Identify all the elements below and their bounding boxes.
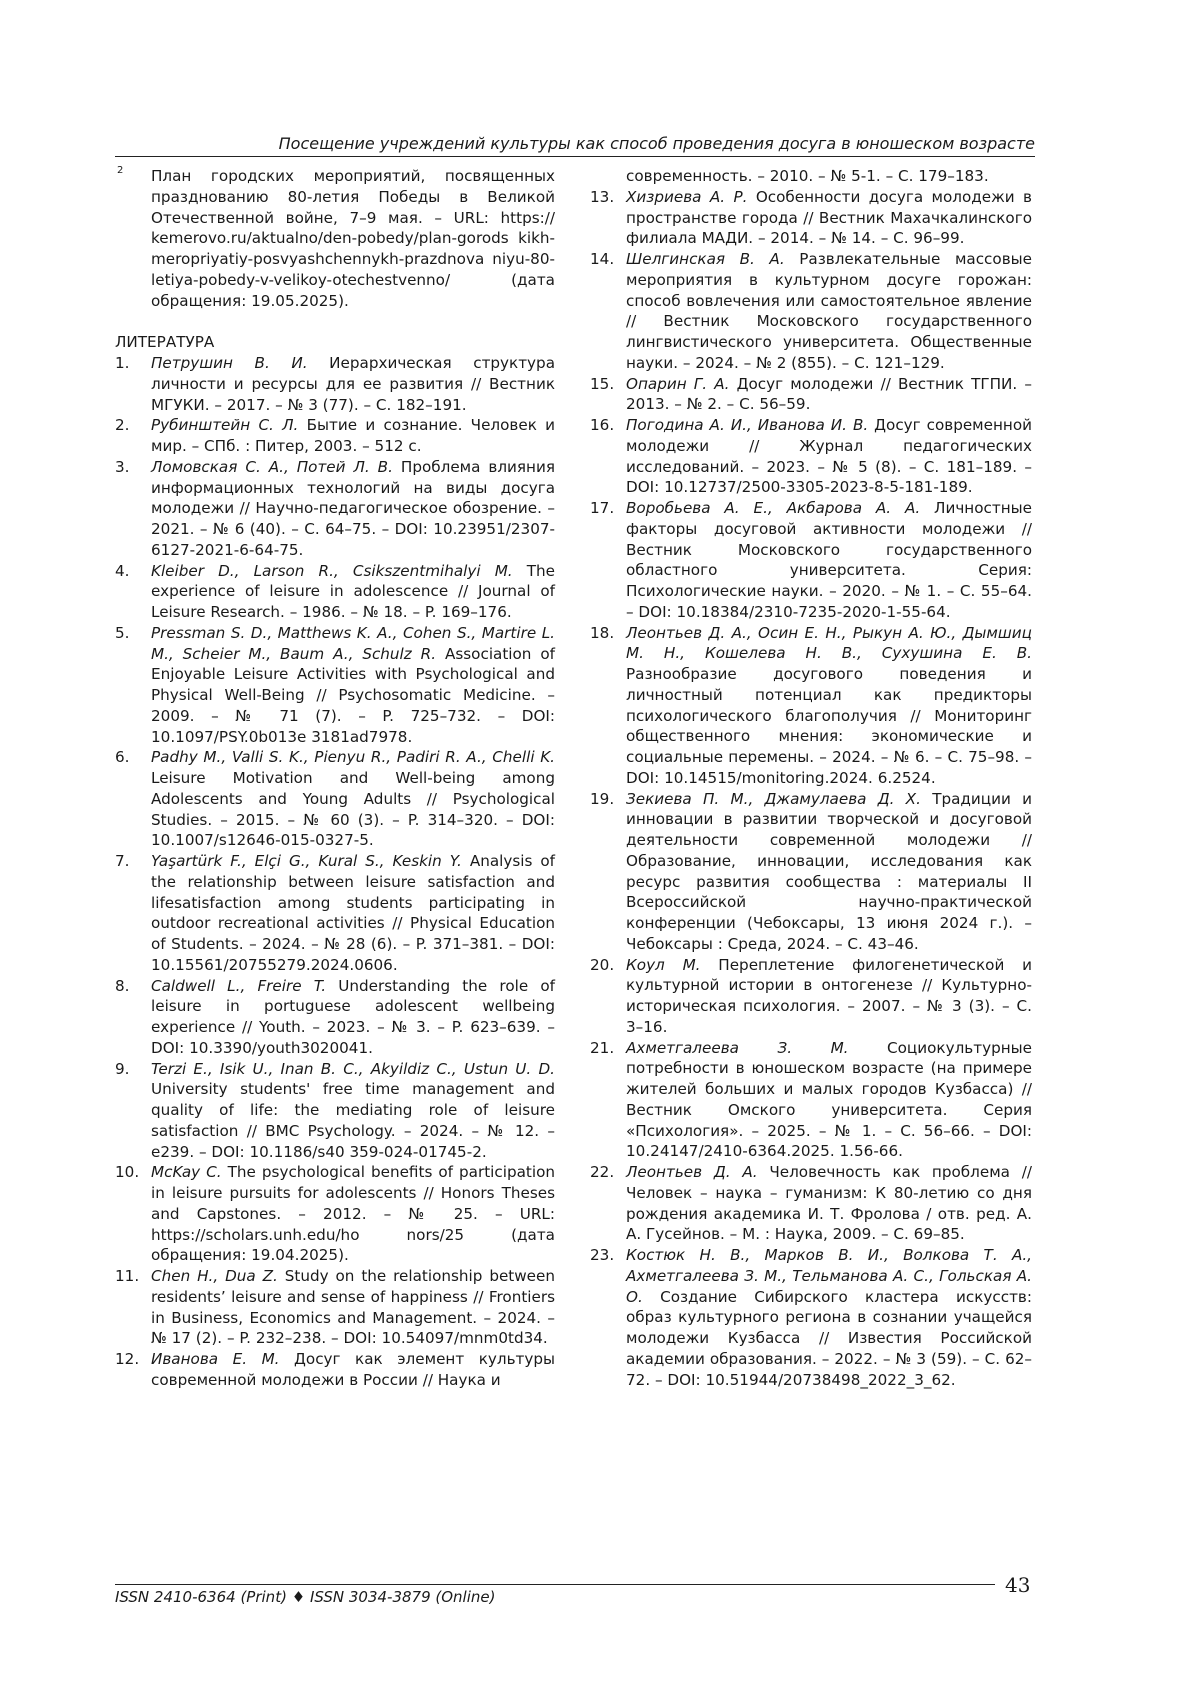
- reference-item: [115, 561, 555, 623]
- page-number: 43: [1005, 1573, 1031, 1597]
- reference-number: 16.: [590, 416, 615, 434]
- right-column: [590, 166, 1032, 1390]
- reference-authors: McKay C.: [151, 1163, 222, 1182]
- reference-text: Association of Enjoyable Leisure Activities with Psychological and Physical Well-Being // Psychosomatic Medicine. – 2009. – № 71 (7). – P. 725–732. – DOI: 10.1097/PSY.0b013e 3181ad7978.: [151, 644, 555, 746]
- reference-item: [115, 1059, 555, 1163]
- reference-authors: Коул М.: [626, 955, 701, 974]
- footnote-mark: 2: [117, 165, 124, 176]
- reference-number: 19.: [590, 789, 615, 808]
- reference-text: Study on the relationship between residents’ leisure and sense of happiness // Frontiers in Business, Economics and Management. – 2024. – № 17 (2). – P. 232–238. – DOI: 10.54097/mnm0td34.: [151, 1267, 555, 1348]
- reference-text: Создание Сибирского кластера искусств: образ культурного региона в сознании учащейся молодежи Кузбасса // Известия Российской академии образования. – 2022. – № 3 (59). – С. 62–72. – DOI: 10.51944/20738498_2022_3_62.: [626, 1287, 1032, 1389]
- reference-item: [115, 747, 555, 851]
- reference-item: [590, 789, 1032, 955]
- reference-authors: Ломовская С. А., Потей Л. В.: [151, 457, 393, 476]
- reference-number: 10.: [115, 1163, 140, 1182]
- reference-authors: Pressman S. D., Matthews K. A., Cohen S., Martire L. M., Scheier M., Baum A., Schulz R.: [151, 623, 555, 663]
- reference-number: 2.: [115, 416, 130, 435]
- reference-item: [115, 623, 555, 748]
- reference-text: The psychological benefits of participation in leisure pursuits for adolescents // Honors Theses and Capstones. – 2012. – № 25. – URL: https://scholars.unh.edu/ho nors/25 (дата обращения: 19.04.2025).: [151, 1163, 555, 1265]
- reference-text: Иерархическая структура личности и ресурсы для ее развития // Вестник МГУКИ. – 2017. – № 3 (77). – С. 182–191.: [151, 354, 555, 414]
- running-header-title: Посещение учреждений культуры как способ проведения досуга в юношеском возрасте: [278, 134, 1035, 153]
- reference-text: Переплетение филогенетической и культурной истории в онтогенезе // Культурно-историческая психология. – 2007. – № 3 (3). – С. 3–16.: [626, 955, 1032, 1036]
- reference-authors: Terzi E., Isik U., Inan B. C., Akyildiz C., Ustun U. D.: [151, 1059, 555, 1078]
- reference-text: Разнообразие досугового поведения и личностный потенциал как предикторы психологического благополучия // Мониторинг общественного мнения: экономические и социальные перемены. – 2024. – № 6. – С. 75–98. – DOI: 10.14515/monitoring.2024. 6.2524.: [626, 665, 1032, 787]
- reference-authors: Шелгинская В. А.: [626, 250, 785, 268]
- reference-number: 22.: [590, 1163, 615, 1181]
- reference-text: Человечность как проблема // Человек – наука – гуманизм: К 80-летию со дня рождения академика И. Т. Фролова / отв. ред. А. А. Гусейнов. – М. : Наука, 2009. – С. 69–85.: [626, 1163, 1032, 1244]
- reference-authors: Петрушин В. И.: [151, 354, 308, 372]
- reference-number: 11.: [115, 1267, 140, 1285]
- reference-number: 12.: [115, 1350, 140, 1368]
- reference-text: Особенности досуга молодежи в пространстве города // Вестник Махачкалинского филиала МАДИ. – 2014. – № 14. – С. 96–99.: [626, 187, 1032, 248]
- diamond-separator-icon: ♦: [291, 1588, 306, 1606]
- issn-online: ISSN 3034-3879 (Online): [309, 1588, 496, 1606]
- reference-item: [115, 1162, 555, 1266]
- reference-authors: Зекиева П. М., Джамулаева Д. Х.: [626, 789, 921, 808]
- reference-text: Leisure Motivation and Well-being among Adolescents and Young Adults // Psychological Studies. – 2015. – № 60 (3). – P. 314–320. – DOI: 10.1007/s12646-015-0327-5.: [151, 769, 555, 850]
- reference-number: 5.: [115, 623, 130, 642]
- reference-text: University students' free time management and quality of life: the mediating role of leisure satisfaction // BMC Psychology. – 2024. – № 12. – e239. – DOI: 10.1186/s40 359-024-01745-2.: [151, 1080, 555, 1161]
- reference-list-left: [115, 353, 555, 1391]
- reference-number: 14.: [590, 250, 615, 268]
- footnote-text: празднованию 80-летия Победы в Великой Отечественной войне, 7–9 мая. – URL: https:// kemerovo.ru/aktualno/den-pobedy/plan-gorods kikh-meropriyatiy-posvyashchennykh-prazdnova niyu-80-letiya-pobedy-v-velikoy-otechestvenno/ (дата обращения: 19.05.2025).: [151, 187, 555, 310]
- reference-number: 6.: [115, 748, 130, 767]
- reference-authors: Ахметгалеева З. М.: [626, 1038, 849, 1057]
- reference-number: 23.: [590, 1246, 615, 1264]
- reference-authors: Chen H., Dua Z.: [151, 1267, 278, 1285]
- reference-item: [590, 623, 1032, 789]
- reference-text: Социокультурные потребности в юношеском возрасте (на примере жителей больших и малых городов Кузбасса) // Вестник Омского университета. Серия «Психология». – 2025. – № 1. – С. 56–66. – DOI: 10.24147/2410-6364.2025. 1.56-66.: [626, 1038, 1032, 1161]
- reference-number: 8.: [115, 976, 130, 995]
- reference-item: [115, 415, 555, 457]
- reference-number: 13.: [590, 187, 615, 206]
- reference-authors: Kleiber D., Larson R., Csikszentmihalyi M.: [151, 561, 513, 580]
- reference-item: [590, 415, 1032, 498]
- reference-authors: Погодина А. И., Иванова И. В.: [626, 416, 869, 434]
- reference-item: [115, 1266, 555, 1349]
- reference-item: [590, 187, 1032, 249]
- reference-authors: Хизриева А. Р.: [626, 187, 748, 206]
- reference-item: [590, 1038, 1032, 1163]
- reference-number: 1.: [115, 354, 130, 372]
- reference-authors: Caldwell L., Freire T.: [151, 976, 327, 995]
- reference-item: [115, 457, 555, 561]
- reference-item: [115, 976, 555, 1059]
- reference-number: 20.: [590, 955, 615, 974]
- footnote-text-line1: План городских мероприятий, посвященных: [151, 167, 555, 185]
- reference-text: Бытие и сознание. Человек и мир. – СПб. : Питер, 2003. – 512 с.: [151, 416, 555, 455]
- reference-authors: Yaşartürk F., Elçi G., Kural S., Keskin Y.: [151, 852, 462, 870]
- reference-number: 18.: [590, 623, 615, 642]
- reference-number: 9.: [115, 1059, 130, 1078]
- reference-continuation: [590, 166, 1032, 187]
- reference-authors: Леонтьев Д. А.: [626, 1163, 758, 1181]
- reference-number: 21.: [590, 1038, 615, 1057]
- reference-number: 7.: [115, 852, 130, 870]
- reference-text: The experience of leisure in adolescence // Journal of Leisure Research. – 1986. – № 18. – P. 169–176.: [151, 561, 556, 621]
- reference-number: 3.: [115, 457, 130, 476]
- reference-text: Развлекательные массовые мероприятия в культурном досуге горожан: способ вовлечения или самостоятельное явление // Вестник Московского государственного лингвистического университета. Общественные науки. – 2024. – № 2 (855). – С. 121–129.: [626, 250, 1032, 372]
- reference-item: [590, 374, 1032, 416]
- footer-issn: [115, 1587, 495, 1607]
- reference-item: [115, 353, 555, 415]
- reference-authors: Рубинштейн С. Л.: [151, 416, 299, 435]
- header-rule: [115, 156, 1035, 157]
- reference-authors: Опарин Г. А.: [626, 374, 730, 393]
- reference-item: [590, 1162, 1032, 1245]
- reference-item: [590, 249, 1032, 374]
- footnote: [115, 166, 555, 311]
- reference-text: Традиции и инновации в развитии творческой и досуговой деятельности современной молодежи // Образование, инновации, исследования как ресурс развития сообщества : материалы II Всероссийской научно-практической конференции (Чебоксары, 13 июня 2024 г.). – Чебоксары : Среда, 2024. – С. 43–46.: [626, 789, 1033, 953]
- reference-item: [590, 1245, 1032, 1390]
- reference-authors: Костюк Н. В., Марков В. И., Волкова Т. А., Ахметгалеева З. М., Тельманова А. С., Гольская А. О.: [626, 1246, 1032, 1306]
- reference-text: Личностные факторы досуговой активности молодежи // Вестник Московского государственного областного университета. Серия: Психологические науки. – 2020. – № 1. – С. 55–64. – DOI: 10.18384/2310-7235-2020-1-55-64.: [626, 499, 1032, 621]
- reference-authors: Леонтьев Д. А., Осин Е. Н., Рыкун А. Ю., Дымшиц М. Н., Кошелева Н. В., Сухушина Е. В.: [626, 623, 1032, 663]
- reference-text: Досуг как элемент культуры современной молодежи в России // Наука и: [151, 1350, 555, 1389]
- reference-number: 17.: [590, 499, 615, 517]
- reference-item: [590, 498, 1032, 623]
- footer-rule: [115, 1584, 995, 1585]
- reference-authors: Padhy M., Valli S. K., Pienyu R., Padiri R. A., Chelli K.: [151, 748, 555, 767]
- reference-text: Проблема влияния информационных технологий на виды досуга молодежи // Научно-педагогическое обозрение. – 2021. – № 6 (40). – С. 64–75. – DOI: 10.23951/2307-6127-2021-6-64-75.: [151, 457, 555, 559]
- reference-item: [590, 955, 1032, 1038]
- literature-heading: ЛИТЕРАТУРА: [115, 333, 215, 352]
- reference-text: Досуг молодежи // Вестник ТГПИ. – 2013. – № 2. – С. 56–59.: [626, 374, 1032, 414]
- reference-authors: Иванова Е. М.: [151, 1350, 280, 1368]
- left-column: [115, 166, 555, 1391]
- issn-print: ISSN 2410-6364 (Print): [115, 1588, 287, 1606]
- reference-item: [115, 851, 555, 976]
- reference-authors: Воробьева А. Е., Акбарова А. А.: [626, 499, 921, 517]
- reference-text: современность. – 2010. – № 5-1. – С. 179–183.: [626, 167, 989, 185]
- reference-number: 4.: [115, 561, 130, 580]
- reference-number: 15.: [590, 374, 615, 393]
- reference-item: [115, 1349, 555, 1391]
- reference-text: Understanding the role of leisure in portuguese adolescent wellbeing experience // Youth. – 2023. – № 3. – P. 623–639. – DOI: 10.3390/youth3020041.: [151, 976, 555, 1057]
- reference-text: Досуг современной молодежи // Журнал педагогических исследований. – 2023. – № 5 (8). – С. 181–189. – DOI: 10.12737/2500-3305-2023-8-5-181-189.: [626, 416, 1033, 497]
- reference-text: Analysis of the relationship between leisure satisfaction and lifesatisfaction among students participating in outdoor recreational activities // Physical Education of Students. – 2024. – № 28 (6). – P. 371–381. – DOI: 10.15561/20755279.2024.0606.: [151, 852, 555, 974]
